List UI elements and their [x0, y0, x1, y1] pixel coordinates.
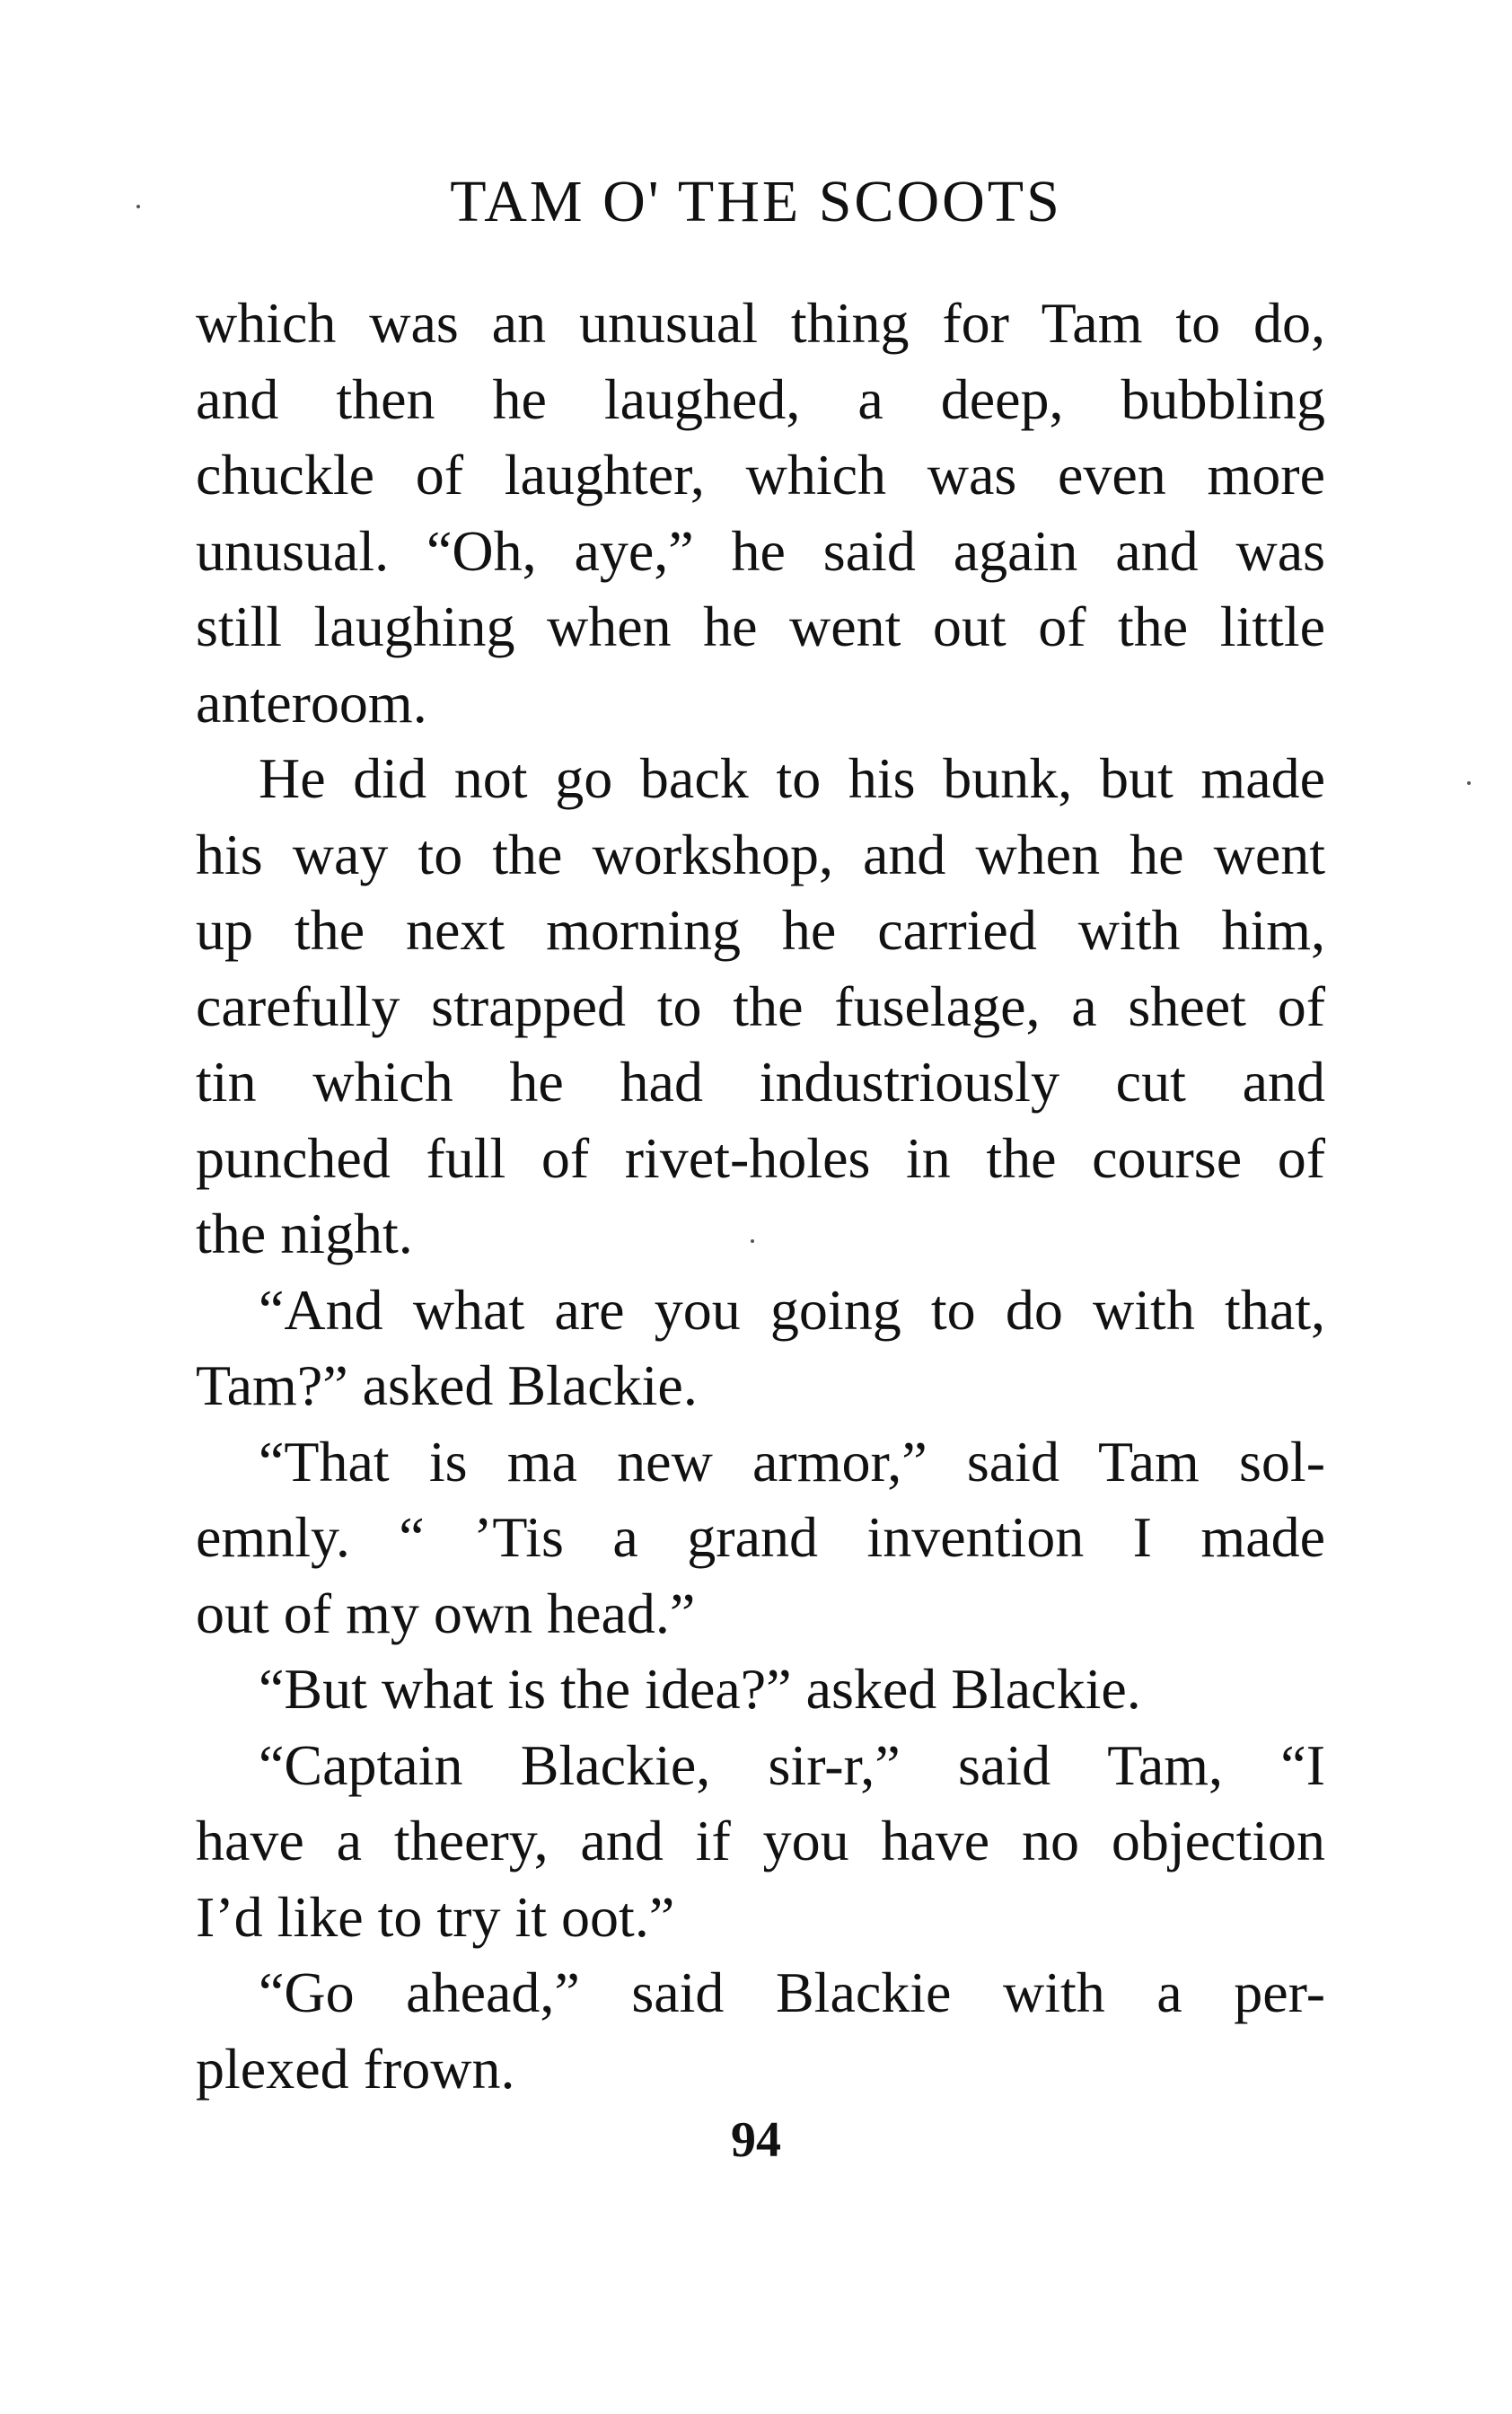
paragraph: [196, 1728, 1325, 1956]
text-line: carefully strapped to the fuselage, a sheet of: [196, 974, 1325, 1038]
text-line: “Captain Blackie, sir-r,” said Tam, “I: [259, 1732, 1325, 1797]
text-line: He did not go back to his bunk, but made: [259, 746, 1325, 810]
text-line: chuckle of laughter, which was even more: [196, 443, 1325, 507]
paragraph: [196, 1424, 1325, 1652]
text-line: I’d like to try it oot.”: [196, 1884, 675, 1949]
paragraph: [196, 1273, 1325, 1424]
text-line: “Go ahead,” said Blackie with a per-: [259, 1960, 1325, 2024]
text-line: “But what is the idea?” asked Blackie.: [259, 1657, 1141, 1721]
text-line: anteroom.: [196, 670, 427, 735]
text-line: the night.: [196, 1202, 413, 1265]
page-number: 94: [731, 2112, 781, 2168]
text-line: unusual. “Oh, aye,” he said again and was: [196, 518, 1325, 583]
print-speck: [136, 205, 140, 208]
paragraph: [196, 1652, 1325, 1728]
text-line: plexed frown.: [196, 2036, 515, 2101]
text-line: Tam?” asked Blackie.: [196, 1353, 698, 1417]
paragraph: [196, 741, 1325, 1273]
paragraph: [196, 286, 1325, 741]
print-speck: [1467, 781, 1471, 785]
body-text: [196, 286, 1325, 2107]
text-line: still laughing when he went out of the little: [196, 595, 1325, 658]
text-line: which was an unusual thing for Tam to do,: [196, 291, 1325, 355]
text-line: tin which he had industriously cut and: [196, 1050, 1325, 1114]
text-line: “That is ma new armor,” said Tam sol-: [259, 1429, 1325, 1493]
text-line: up the next morning he carried with him,: [196, 898, 1325, 962]
text-line: his way to the workshop, and when he went: [196, 822, 1325, 886]
text-line: and then he laughed, a deep, bubbling: [196, 366, 1325, 431]
paragraph: [196, 1955, 1325, 2107]
text-line: “And what are you going to do with that,: [259, 1277, 1325, 1342]
text-line: out of my own head.”: [196, 1581, 696, 1645]
text-line: punched full of rivet-holes in the course of: [196, 1125, 1325, 1190]
text-line: emnly. “ ’Tis a grand invention I made: [196, 1505, 1325, 1569]
print-speck: [751, 1239, 754, 1243]
text-line: have a theery, and if you have no objection: [196, 1809, 1325, 1872]
running-head-title: TAM O' THE SCOOTS: [450, 169, 1062, 234]
